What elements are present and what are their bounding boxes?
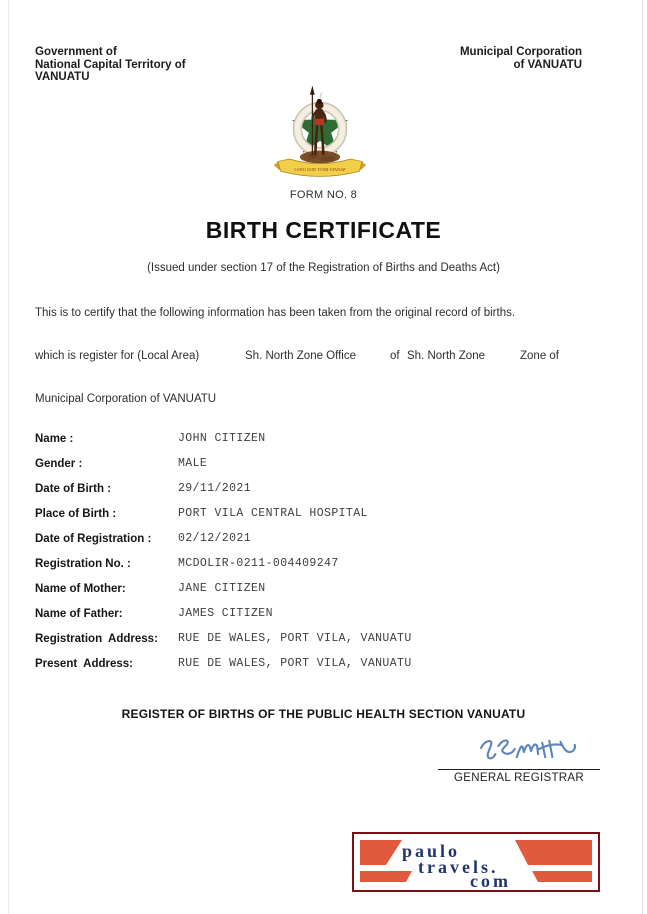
field-value: JAMES CITIZEN (178, 607, 273, 620)
signer-title: GENERAL REGISTRAR (454, 772, 584, 784)
field-value: JANE CITIZEN (178, 582, 266, 595)
field-label: Present Address: (35, 657, 133, 670)
title-subtext: (Issued under section 17 of the Registration of Births and Deaths Act) (147, 262, 500, 274)
emblem-motto: LONG GOD YUMI STANAP (293, 167, 346, 172)
issuer-left-line: National Capital Territory of (35, 58, 186, 71)
field-label: Date of Birth : (35, 482, 112, 495)
register-lead-text: which is register for (Local Area) (35, 350, 200, 362)
field-row-name (35, 426, 617, 451)
logo-text-line2: travels. (418, 857, 499, 877)
issuer-right (460, 46, 582, 71)
field-row-gender (35, 451, 617, 476)
field-value: RUE DE WALES, PORT VILA, VANUATU (178, 632, 412, 645)
field-row-registration-address (35, 626, 617, 651)
field-value: MCDOLIR-0211-004409247 (178, 557, 339, 570)
field-row-father-name (35, 601, 617, 626)
vanuatu-coat-of-arms-icon (268, 84, 372, 184)
field-label: Name : (35, 432, 74, 445)
logo-text-line3: com (470, 871, 511, 891)
field-row-registration-no (35, 551, 617, 576)
register-office-value: Sh. North Zone Office (245, 350, 357, 362)
field-label: Name of Father: (35, 607, 123, 620)
scan-edge-left (8, 0, 9, 914)
issuer-right-line: of VANUATU (513, 58, 582, 71)
register-area-line (35, 350, 647, 365)
fields-section (35, 426, 617, 676)
register-of-text: of (390, 350, 400, 362)
register-zone-value: Sh. North Zone (407, 350, 485, 362)
field-value: PORT VILA CENTRAL HOSPITAL (178, 507, 368, 520)
field-value: MALE (178, 457, 208, 470)
field-label: Place of Birth : (35, 507, 117, 520)
certify-statement: This is to certify that the following information has been taken from the original record of births. (35, 307, 516, 319)
field-row-date-of-registration (35, 526, 617, 551)
field-row-mother-name (35, 576, 617, 601)
field-label: Date of Registration : (35, 532, 152, 545)
register-zoneof-text: Zone of (520, 350, 559, 362)
register-of-births-heading: REGISTER OF BIRTHS OF THE PUBLIC HEALTH SECTION VANUATU (121, 707, 526, 721)
paulo-travels-logo (352, 832, 600, 892)
field-label: Registration Address: (35, 632, 158, 645)
logo-text-line1: paulo (402, 841, 461, 861)
registrar-signature-icon (476, 735, 588, 767)
field-label: Name of Mother: (35, 582, 126, 595)
signature-line (438, 769, 600, 770)
corporation-line: Municipal Corporation of VANUATU (35, 393, 217, 405)
field-label: Gender : (35, 457, 83, 470)
field-row-present-address (35, 651, 617, 676)
page-title: BIRTH CERTIFICATE (205, 217, 442, 243)
issuer-right-line: Municipal Corporation (459, 46, 582, 58)
field-value: 29/11/2021 (178, 482, 252, 495)
field-row-place-of-birth (35, 501, 617, 526)
issuer-left-line: Government of (35, 46, 117, 58)
field-label: Registration No. : (35, 557, 131, 570)
issuer-left-line: VANUATU (35, 71, 90, 83)
issuer-left (35, 46, 186, 84)
field-value: JOHN CITIZEN (178, 432, 266, 445)
field-value: 02/12/2021 (178, 532, 252, 545)
field-row-date-of-birth (35, 476, 617, 501)
field-value: RUE DE WALES, PORT VILA, VANUATU (178, 657, 412, 670)
scan-edge-right (642, 0, 643, 914)
form-number: FORM NO. 8 (289, 189, 358, 201)
